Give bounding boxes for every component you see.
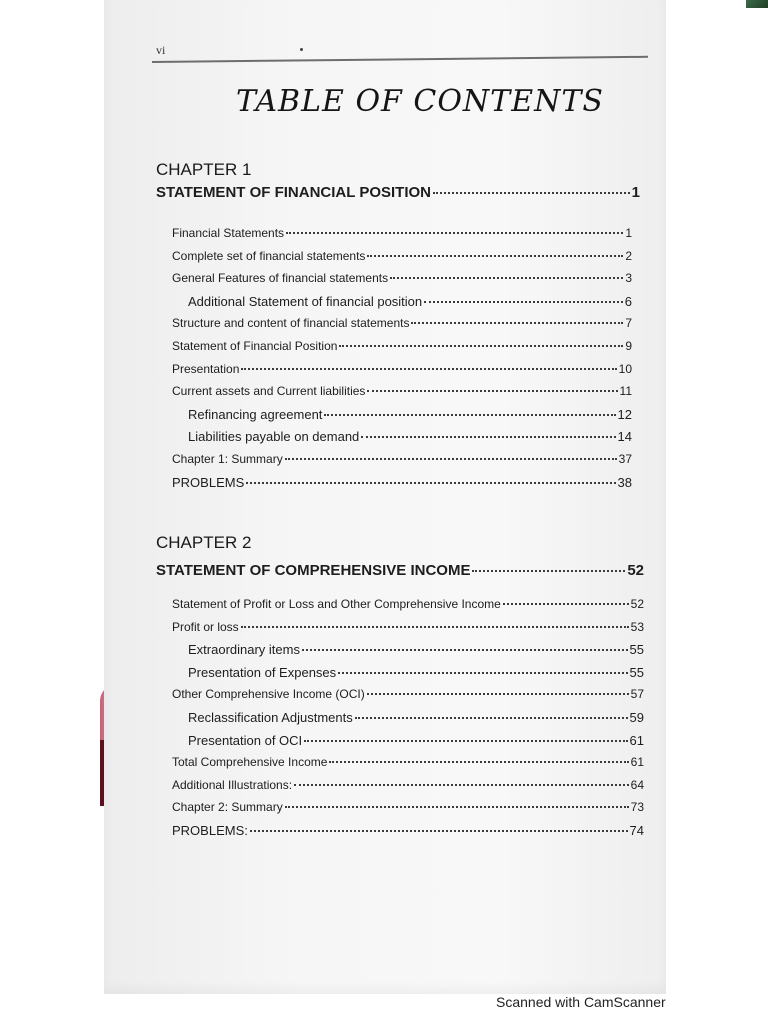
toc-entry-title: Other Comprehensive Income (OCI) bbox=[172, 687, 365, 702]
toc-entry bbox=[188, 710, 644, 725]
left-background bbox=[0, 0, 104, 1024]
dot-leader bbox=[285, 458, 617, 460]
toc-entry-title: Statement of Financial Position bbox=[172, 339, 338, 353]
dot-leader bbox=[355, 717, 628, 719]
toc-entry bbox=[172, 620, 644, 634]
toc-entry bbox=[188, 407, 632, 422]
toc-entry bbox=[172, 823, 644, 838]
toc-page-number: 14 bbox=[617, 429, 632, 445]
toc-entry-title: General Features of financial statements bbox=[172, 271, 389, 286]
toc-entry-title: Statement of Profit or Loss and Other Comprehensive Income bbox=[172, 597, 501, 611]
toc-entry-title: Refinancing agreement bbox=[188, 406, 323, 422]
toc-entry bbox=[188, 429, 632, 444]
dot-leader bbox=[241, 626, 629, 628]
toc-entry-title: Additional Illustrations: bbox=[172, 777, 293, 792]
toc-page-number: 57 bbox=[630, 687, 644, 702]
toc-page-number: 55 bbox=[629, 664, 644, 680]
dot-leader bbox=[433, 192, 630, 194]
dot-leader bbox=[338, 672, 627, 674]
dot-leader bbox=[367, 390, 617, 392]
dot-leader bbox=[390, 277, 623, 279]
dot-leader bbox=[302, 649, 628, 651]
toc-entry bbox=[172, 755, 644, 769]
toc-entry-title: Extraordinary items bbox=[188, 642, 300, 658]
right-background bbox=[666, 0, 768, 1024]
toc-page-number: 1 bbox=[631, 184, 640, 201]
toc-page-number: 37 bbox=[618, 452, 632, 466]
toc-page-number: 2 bbox=[625, 248, 632, 263]
toc-entry-title: Presentation of Expenses bbox=[188, 664, 337, 680]
toc-entry bbox=[172, 475, 632, 490]
dot-leader bbox=[250, 830, 628, 832]
page-number: vi bbox=[156, 43, 166, 57]
toc-page-number: 6 bbox=[624, 293, 632, 309]
dot-leader bbox=[367, 693, 629, 695]
toc-entry-title: Structure and content of financial statements bbox=[172, 316, 410, 331]
toc-entry bbox=[188, 294, 632, 309]
toc-entry bbox=[172, 316, 632, 330]
toc-entry bbox=[172, 249, 632, 263]
toc-entry-title: Total Comprehensive Income bbox=[172, 755, 328, 770]
toc-entry bbox=[172, 271, 632, 285]
corner-mark bbox=[746, 0, 768, 8]
toc-entry-title: Presentation bbox=[172, 361, 240, 376]
toc-page-number: 9 bbox=[625, 339, 632, 353]
toc-page-number: 64 bbox=[630, 777, 644, 792]
toc-entry-title: Reclassification Adjustments bbox=[188, 710, 353, 725]
chapter-heading bbox=[156, 562, 644, 579]
toc-page-number: 61 bbox=[630, 755, 644, 770]
toc-page-number: 12 bbox=[617, 406, 632, 422]
toc-entry bbox=[172, 687, 644, 701]
toc-entry-title: Current assets and Current liabilities bbox=[172, 384, 366, 399]
dot-leader bbox=[324, 414, 615, 416]
toc-entry bbox=[188, 642, 644, 657]
dot-leader bbox=[472, 570, 625, 572]
toc-page-number: 3 bbox=[625, 271, 632, 286]
toc-entry bbox=[172, 339, 632, 353]
toc-entry bbox=[172, 384, 632, 398]
toc-entry-title: Additional Statement of financial position bbox=[188, 293, 423, 309]
toc-page-number: 53 bbox=[630, 619, 644, 634]
toc-page-number: 59 bbox=[629, 710, 644, 725]
book-page bbox=[104, 0, 666, 994]
toc-entry-title: Presentation of OCI bbox=[188, 732, 303, 748]
toc-page-number: 1 bbox=[625, 226, 632, 240]
dot-leader bbox=[361, 436, 615, 438]
dot-leader bbox=[286, 232, 623, 234]
toc-entry bbox=[188, 733, 644, 748]
toc-entry-title: Liabilities payable on demand bbox=[188, 429, 360, 445]
toc-entry bbox=[172, 800, 644, 814]
toc-entry bbox=[172, 362, 632, 376]
toc-entry-title: PROBLEMS bbox=[172, 474, 245, 490]
toc-entry-title: PROBLEMS: bbox=[172, 823, 248, 838]
dot-leader bbox=[241, 368, 616, 370]
toc-entry-title: Chapter 1: Summary bbox=[172, 452, 283, 466]
toc-title: TABLE OF CONTENTS bbox=[236, 84, 604, 119]
dot-leader bbox=[285, 806, 629, 808]
dot-leader bbox=[339, 345, 623, 347]
toc-page-number: 10 bbox=[618, 361, 632, 376]
toc-entry-title: Complete set of financial statements bbox=[172, 248, 366, 263]
dot-leader bbox=[424, 301, 623, 303]
toc-entry bbox=[172, 226, 632, 240]
toc-entry-title: STATEMENT OF COMPREHENSIVE INCOME bbox=[156, 562, 471, 579]
toc-page-number: 38 bbox=[617, 474, 632, 490]
toc-entry bbox=[172, 452, 632, 466]
toc-entry bbox=[172, 778, 644, 792]
chapter-1-label: CHAPTER 1 bbox=[156, 160, 252, 179]
toc-page-number: 11 bbox=[619, 384, 632, 399]
dot-leader bbox=[329, 761, 628, 763]
toc-page-number: 73 bbox=[630, 800, 644, 815]
toc-entry-title: STATEMENT OF FINANCIAL POSITION bbox=[156, 184, 431, 201]
toc-page-number: 7 bbox=[625, 316, 632, 331]
toc-entry-title: Financial Statements bbox=[172, 226, 285, 240]
toc-page-number: 61 bbox=[629, 732, 644, 748]
toc-entry-title: Chapter 2: Summary bbox=[172, 800, 283, 815]
toc-page-number: 52 bbox=[627, 562, 644, 579]
toc-page-number: 74 bbox=[629, 823, 644, 838]
toc-entry bbox=[172, 597, 644, 611]
toc-entry-title: Profit or loss bbox=[172, 619, 239, 634]
dot-leader bbox=[411, 322, 623, 324]
dot-leader bbox=[304, 740, 627, 742]
toc-page-number: 55 bbox=[629, 642, 644, 658]
dot-leader bbox=[367, 255, 623, 257]
toc-entry bbox=[188, 665, 644, 680]
chapter-heading bbox=[156, 184, 640, 201]
toc-page-number: 52 bbox=[630, 597, 644, 611]
dot-leader bbox=[503, 603, 629, 605]
dot-leader bbox=[246, 482, 615, 484]
dot-leader bbox=[294, 784, 629, 786]
scanner-watermark: Scanned with CamScanner bbox=[496, 994, 666, 1010]
chapter-2-label: CHAPTER 2 bbox=[156, 533, 252, 552]
toc-entries bbox=[104, 0, 666, 994]
